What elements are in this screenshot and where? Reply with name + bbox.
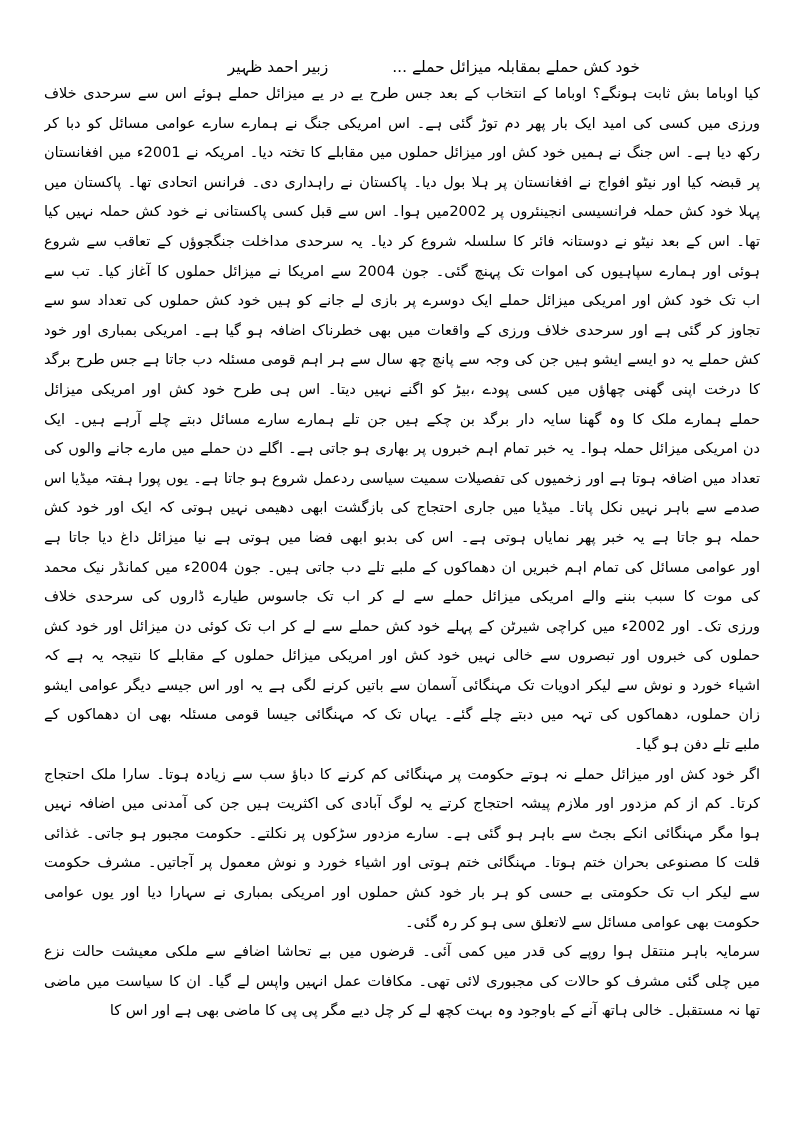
text-line: میں چلی گئی مشرف کو حالات کی مجبوری لائی تھی۔ مکافات عمل انہیں واپس لے گیا۔ ان کا سیاست میں ماضی: [44, 973, 760, 990]
article-body: [44, 80, 760, 1027]
text-line: سرمایہ باہر منتقل ہوا روپے کی قدر میں کمی آئی۔ قرضوں میں بے تحاشا اضافے سے ملکی معیشت حالت نزع: [44, 944, 760, 961]
article-title: [392, 58, 640, 82]
text-line: حکومت بھی عوامی مسائل سے لاتعلق سی ہو کر رہ گئی۔: [405, 914, 760, 931]
text-line: اشیاء خورد و نوش سے لیکر ادویات تک مہنگائی آسمان سے باتیں کرنے لگی ہے یہ اور اس جیسے دیگر عوامی ایشو: [44, 677, 760, 694]
text-line: تعداد میں اضافہ ہوتا ہے اور زخمیوں کی تفصیلات سمیت سیاسی ردعمل شروع ہو جاتا ہے۔ یوں پورا ہفتہ میڈیا اس: [44, 470, 760, 487]
text-line: تھا نہ مستقبل۔ خالی ہاتھ آنے کے باوجود وہ بہت کچھ لے کر چل دیے مگر پی پی کا ماضی بھی ہے اور اس کا: [109, 1003, 760, 1020]
title-row: [220, 58, 640, 82]
text-line: ہوئی اور ہمارے سپاہیوں کی اموات تک پہنچ گئی۔ جون 2004 سے امریکا نے میزائل حملوں کا آغاز کیا۔ تب سے: [44, 263, 760, 280]
text-line: تھا۔ اس کے بعد نیٹو نے دوستانہ فائر کا سلسلہ شروع کر دیا۔ یہ سرحدی مداخلت جنگجوؤں کے تعاقب سے شروع: [44, 233, 760, 250]
paragraph: [44, 938, 760, 1027]
text-line: تجاوز کر گئی ہے اور سرحدی خلاف ورزی کے واقعات میں بھی خطرناک اضافہ ہو گیا ہے۔ امریکی بمباری اور خود: [44, 322, 760, 339]
author-name: زبیر احمد ظہیر: [227, 58, 329, 76]
text-line: پہلا خود کش حملہ فرانسیسی انجینئروں پر 2002میں ہوا۔ اس سے قبل کسی پاکستانی نے خود کش حملہ نہیں کیا: [44, 204, 760, 221]
text-line: حملہ ہو جاتا ہے یہ خبر پھر نمایاں ہوتی ہے۔ اس کی بدبو ابھی فضا میں ہوتی ہے نیا میزائل داغ دیا جاتا ہے: [44, 529, 760, 546]
text-line: حملوں کی خبروں اور تبصروں سے خالی نہیں خود کش اور امریکی میزائل حملوں کے مقابلے کا نتیجہ یہ ہے کہ: [44, 648, 760, 665]
text-line: صدمے سے باہر نہیں نکل پاتا۔ میڈیا میں جاری احتجاج کی بازگشت ابھی دھیمی نہیں ہوتی کہ ایک اور خود کش: [44, 500, 760, 517]
paragraph: [44, 80, 760, 761]
title-separator: ...: [392, 58, 408, 76]
text-line: حملے ہمارے ملک کا وہ گھنا سایہ دار برگد بن چکے ہیں جن تلے ہمارے سارے مسائل دبتے چلے آرہے ہیں۔ ایک: [44, 411, 760, 428]
text-line: کش حملے یہ دو ایسے ایشو ہیں جن کی وجہ سے پانچ چھ سال سے ہر اہم قومی مسئلہ دب جاتا ہے جس طرح برگد: [44, 352, 760, 369]
text-line: ورزی میں کسی کی امید ایک بار پھر دم توڑ گئی ہے۔ اس امریکی جنگ نے ہمارے سارے عوامی مسائل کو دبا کر: [44, 115, 760, 132]
text-line: قلت کا مصنوعی بحران ختم ہوتا۔ مہنگائی ختم ہوتی اور اشیاء خورد و نوش معمول پر آجاتیں۔ مشرف حکومت: [44, 855, 760, 872]
text-line: ہوا مگر مہنگائی انکے بجٹ سے باہر ہو گئی ہے۔ سارے مزدور سڑکوں پر نکلتے۔ حکومت مجبور ہو جاتی۔ غذائی: [44, 825, 760, 842]
text-line: زان حملوں، دھماکوں کی تہہ میں دبتے چلے گئے۔ یہاں تک کہ مہنگائی جیسا قومی مسئلہ بھی ان دھماکوں کے: [44, 707, 760, 724]
text-line: ورزی تک۔ اور 2002ء میں کراچی شیرٹن کے پہلے خود کش حملے سے لے کر اب تک کوئی دن میزائل اور خود کش: [44, 618, 760, 635]
text-line: پر قبضہ کیا اور نیٹو افواج نے افغانستان پر ہلا بول دیا۔ پاکستان نے راہداری دی۔ فرانس اتحادی تھا۔ پاکستان میں: [44, 174, 760, 191]
text-line: رکھ دیا ہے۔ اس جنگ نے ہمیں خود کش اور میزائل حملوں میں مقابلے کا تختہ دیا۔ امریکہ نے 2001ء میں افغانستان: [44, 145, 760, 162]
text-line: دن امریکی میزائل حملہ ہوا۔ یہ خبر تمام اہم خبروں پر بھاری ہو جاتی ہے۔ اگلے دن حملے میں مارے جانے والوں کی: [44, 441, 760, 458]
text-line: کرتا۔ کم از کم مزدور اور ملازم پیشہ احتجاج کرتے یہ لوگ آبادی کی اکثریت ہیں جن کی آمدنی میں اضافہ نہیں: [44, 796, 760, 813]
text-line: کی موت کا سبب بننے والے امریکی میزائل حملے سے لے کر اب تک جاسوس طیارے ڈاروں کی سرحدی خلاف: [44, 589, 760, 606]
paragraph: [44, 761, 760, 939]
text-line: سے لیکر اب تک حکومتی بے حسی کو ہر بار خود کش حملوں اور امریکی بمباری نے سہارا دیا اور یوں عوامی: [44, 885, 760, 902]
article-title-text: خود کش حملے بمقابلہ میزائل حملے: [411, 58, 640, 76]
text-line: اگر خود کش اور میزائل حملے نہ ہوتے حکومت پر مہنگائی کم کرنے کا دباؤ سب سے زیادہ ہوتا۔ سارا ملک احتجاج: [44, 766, 760, 783]
text-line: کیا اوباما بش ثابت ہونگے؟ اوباما کے انتخاب کے بعد جس طرح یے در یے میزائل حملے ہوئے اس سے سرحدی خلاف: [44, 86, 760, 102]
text-line: اور عوامی مسائل کی تمام اہم خبریں ان دھماکوں کے ملبے تلے دب جاتی ہیں۔ جون 2004ء میں کمانڈر نیک محمد: [44, 559, 760, 576]
text-line: اب تک خود کش اور امریکی میزائل حملے ایک دوسرے پر بازی لے جانے کو ہیں خود کش حملوں کی تعداد سو سے: [44, 293, 760, 310]
text-line: ملبے تلے دفن ہو گیا۔: [634, 737, 760, 754]
text-line: کا درخت اپنی گھنی چھاؤں میں کسی پودے ،بیڑ کو اگنے نہیں دیتا۔ اس ہی طرح خود کش اور امریکی میزائل: [44, 381, 760, 398]
